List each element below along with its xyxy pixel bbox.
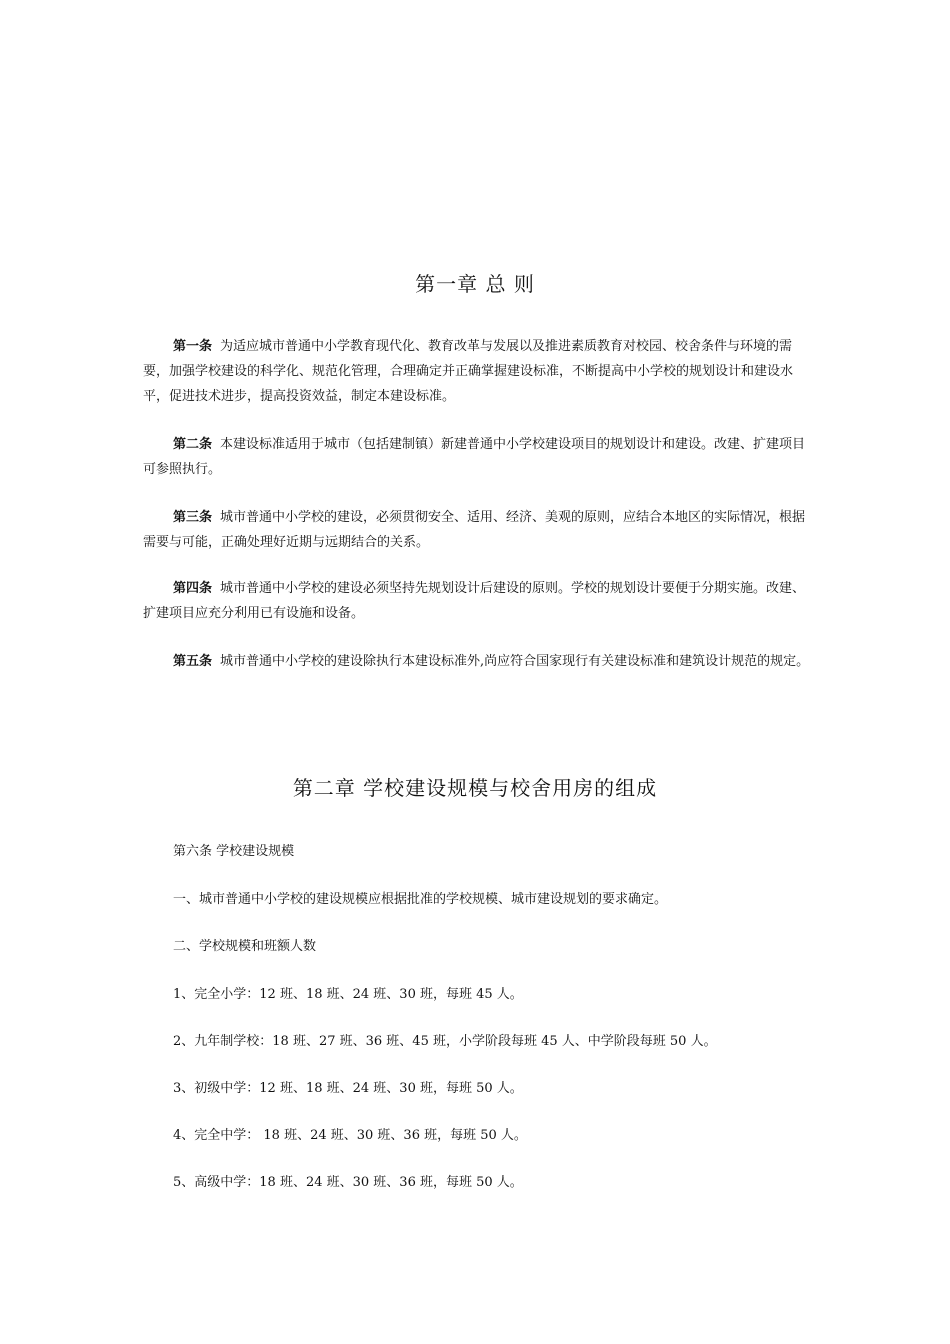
list-item-junior-middle-school: 3、初级中学：12 班、18 班、24 班、30 班，每班 50 人。 (173, 1081, 523, 1096)
chapter-1-title: 第一章 总 则 (415, 272, 535, 296)
list-item-senior-high-school: 5、高级中学：18 班、24 班、30 班、36 班，每班 50 人。 (173, 1175, 523, 1190)
article-3-label: 第三条 (173, 510, 213, 525)
article-1-text: 为适应城市普通中小学教育现代化、教育改革与发展以及推进素质教育对校园、校舍条件与环境的需要，加强学校建设的科学化、规范化管理，合理确定并正确掌握建设标准，不断提高中小学校的规划设计和建设水平，促进技术进步，提高投资效益，制定本建设标准。 (143, 339, 794, 404)
list-item-complete-middle-school: 4、完全中学： 18 班、24 班、30 班、36 班，每班 50 人。 (173, 1128, 527, 1143)
article-3 (143, 505, 813, 555)
article-4-label: 第四条 (173, 581, 213, 596)
article-6-heading: 第六条 学校建设规模 (173, 844, 295, 859)
article-4 (143, 576, 813, 626)
article-4-text: 城市普通中小学校的建设必须坚持先规划设计后建设的原则。学校的规划设计要便于分期实施。改建、扩建项目应充分利用已有设施和设备。 (143, 581, 806, 621)
article-2 (143, 432, 813, 482)
article-1 (143, 334, 813, 409)
article-2-text: 本建设标准适用于城市（包括建制镇）新建普通中小学校建设项目的规划设计和建设。改建、扩建项目可参照执行。 (143, 437, 806, 477)
article-3-text: 城市普通中小学校的建设，必须贯彻安全、适用、经济、美观的原则，应结合本地区的实际情况，根据需要与可能，正确处理好近期与远期结合的关系。 (143, 510, 806, 550)
scale-clause-1: 一、城市普通中小学校的建设规模应根据批准的学校规模、城市建设规划的要求确定。 (173, 892, 668, 907)
scale-clause-2: 二、学校规模和班额人数 (173, 939, 317, 954)
chapter-2-title: 第二章 学校建设规模与校舍用房的组成 (292, 776, 658, 800)
list-item-primary-school: 1、完全小学：12 班、18 班、24 班、30 班，每班 45 人。 (173, 987, 523, 1002)
article-5-text: 城市普通中小学校的建设除执行本建设标准外,尚应符合国家现行有关建设标准和建筑设计规范的规定。 (220, 654, 810, 669)
article-5-label: 第五条 (173, 654, 213, 669)
article-5 (143, 649, 813, 674)
list-item-nine-year-school: 2、九年制学校：18 班、27 班、36 班、45 班，小学阶段每班 45 人、中学阶段每班 50 人。 (173, 1034, 717, 1049)
article-2-label: 第二条 (173, 437, 213, 452)
article-1-label: 第一条 (173, 339, 213, 354)
